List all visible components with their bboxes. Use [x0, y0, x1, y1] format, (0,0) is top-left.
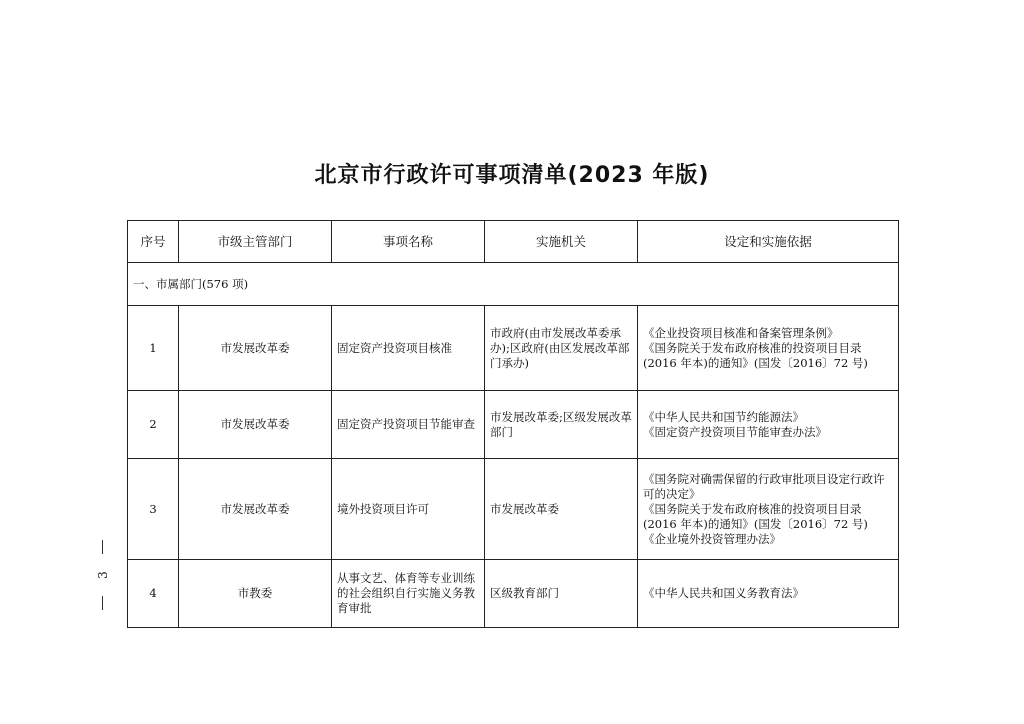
row-department: 市发展改革委 — [179, 306, 332, 391]
table-row — [128, 459, 899, 560]
row-serial: 1 — [128, 306, 179, 391]
basis-line: 《国务院对确需保留的行政审批项目设定行政许可的决定》 — [643, 471, 885, 501]
row-basis — [638, 391, 899, 459]
header-serial: 序号 — [128, 221, 179, 263]
row-serial: 3 — [128, 459, 179, 560]
page-dash-bottom — [102, 596, 103, 610]
row-serial: 2 — [128, 391, 179, 459]
row-basis — [638, 306, 899, 391]
section-row — [128, 263, 899, 306]
basis-line: 《国务院关于发布政府核准的投资项目目录(2016 年本)的通知》(国发〔2016〕72 号) — [643, 501, 868, 531]
header-agency: 实施机关 — [485, 221, 638, 263]
page-number-marker — [95, 540, 111, 610]
page-number: 3 — [96, 571, 110, 579]
row-agency: 市发展改革委 — [485, 459, 638, 560]
row-basis — [638, 560, 899, 628]
basis-line: 《企业境外投资管理办法》 — [643, 531, 781, 546]
basis-line: 《国务院关于发布政府核准的投资项目目录(2016 年本)的通知》(国发〔2016〕72 号) — [643, 340, 868, 370]
row-item-name: 从事文艺、体育等专业训练的社会组织自行实施义务教育审批 — [332, 560, 485, 628]
row-item-name: 境外投资项目许可 — [332, 459, 485, 560]
header-basis: 设定和实施依据 — [638, 221, 899, 263]
basis-line: 《中华人民共和国义务教育法》 — [643, 586, 804, 600]
row-agency: 区级教育部门 — [485, 560, 638, 628]
row-agency: 市政府(由市发展改革委承办);区政府(由区发展改革部门承办) — [485, 306, 638, 391]
permit-list-table — [127, 220, 899, 628]
page-title: 北京市行政许可事项清单(2023 年版) — [314, 163, 710, 188]
basis-line: 《中华人民共和国节约能源法》 — [643, 409, 804, 424]
page-dash-top — [102, 540, 103, 554]
row-department: 市教委 — [179, 560, 332, 628]
header-item-name: 事项名称 — [332, 221, 485, 263]
row-basis — [638, 459, 899, 560]
row-department: 市发展改革委 — [179, 391, 332, 459]
row-department: 市发展改革委 — [179, 459, 332, 560]
row-item-name: 固定资产投资项目核准 — [332, 306, 485, 391]
row-serial: 4 — [128, 560, 179, 628]
header-department: 市级主管部门 — [179, 221, 332, 263]
row-item-name: 固定资产投资项目节能审查 — [332, 391, 485, 459]
row-agency: 市发展改革委;区级发展改革部门 — [485, 391, 638, 459]
section-label: 一、市属部门(576 项) — [128, 263, 899, 306]
table-header-row — [128, 221, 899, 263]
table-row — [128, 560, 899, 628]
table-row — [128, 391, 899, 459]
basis-line: 《企业投资项目核准和备案管理条例》 — [643, 325, 839, 340]
table-row — [128, 306, 899, 391]
basis-line: 《固定资产投资项目节能审查办法》 — [643, 424, 827, 439]
